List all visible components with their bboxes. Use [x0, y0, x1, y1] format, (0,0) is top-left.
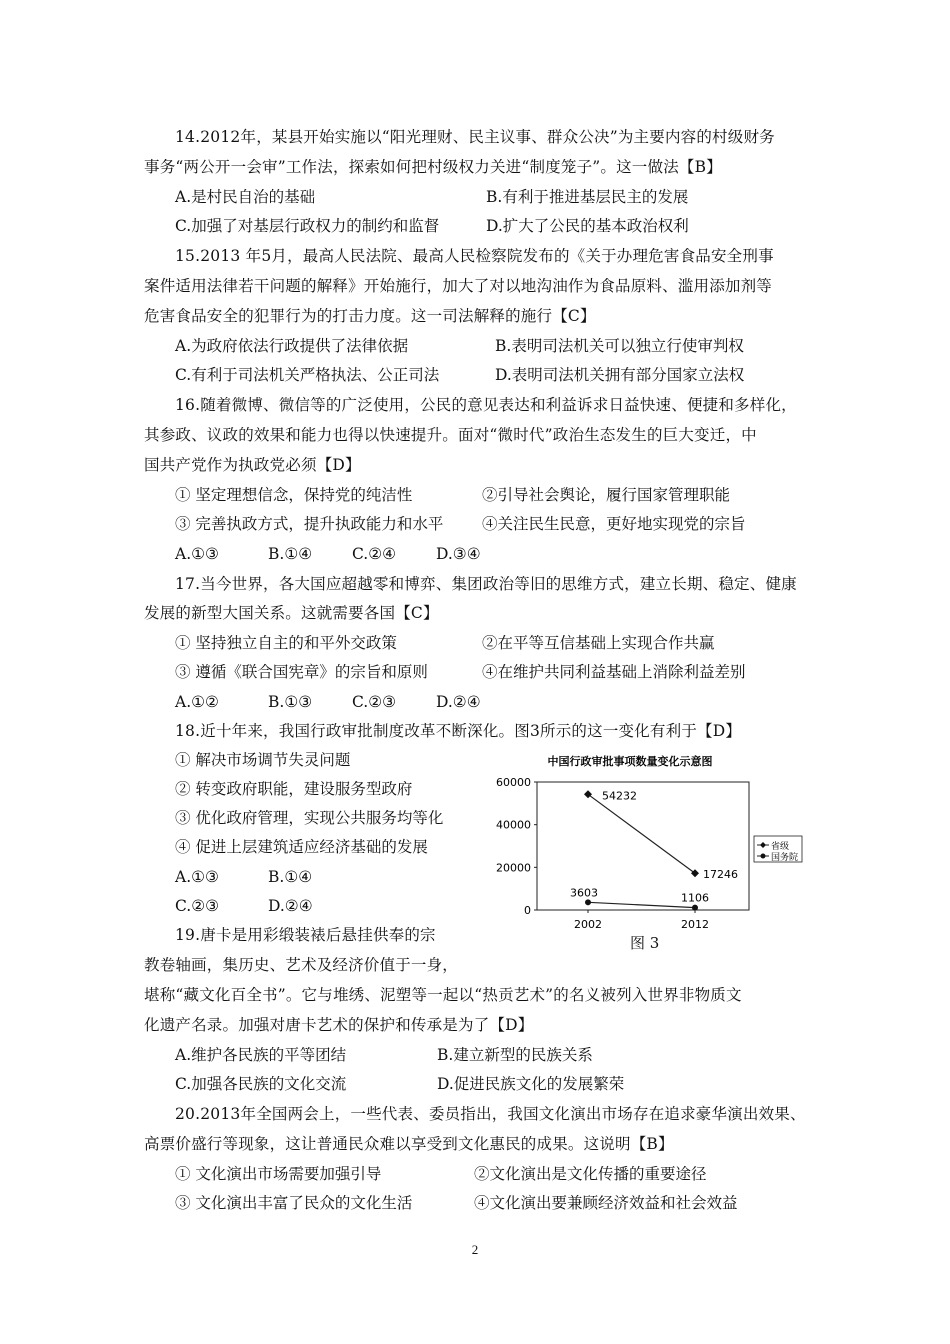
q18-option-d: D.②④	[268, 897, 313, 915]
q17-statement-1: ① 坚持独立自主的和平外交政策	[175, 634, 397, 652]
q17-option-b: B.①③	[268, 693, 313, 711]
q20-stem-line1: 20.2013年全国两会上，一些代表、委员指出，我国文化演出市场存在追求豪华演出效果、	[175, 1105, 806, 1123]
q20-statement-2: ②文化演出是文化传播的重要途径	[474, 1165, 707, 1183]
q19-option-c: C.加强各民族的文化交流	[175, 1075, 347, 1093]
q15-option-a: A.为政府依法行政提供了法律依据	[175, 337, 409, 355]
q14-stem-line2: 事务“两公开一会审”工作法，探索如何把村级权力关进“制度笼子”。这一做法【B】	[144, 158, 722, 176]
q17-stem-line2: 发展的新型大国关系。这就需要各国【C】	[144, 604, 439, 622]
chart-title: 中国行政审批事项数量变化示意图	[547, 755, 713, 768]
legend-label: 省级	[771, 842, 790, 852]
y-tick-label: 60000	[496, 776, 531, 789]
q16-option-d: D.③④	[436, 545, 481, 563]
q20-statement-3: ③ 文化演出丰富了民众的文化生活	[175, 1194, 413, 1212]
data-point	[585, 899, 591, 905]
q19-stem-line4: 化遗产名录。加强对唐卡艺术的保护和传承是为了【D】	[144, 1016, 534, 1034]
series-line	[588, 902, 695, 907]
q17-option-c: C.②③	[352, 693, 397, 711]
q18-option-c: C.②③	[175, 897, 220, 915]
q14-option-c: C.加强了对基层行政权力的制约和监督	[175, 217, 440, 235]
q14-option-b: B.有利于推进基层民主的发展	[486, 188, 689, 206]
data-label: 17246	[703, 868, 738, 882]
q18-stem-line1: 18.近十年来，我国行政审批制度改革不断深化。图3所示的这一变化有利于【D】	[175, 722, 742, 740]
y-tick-label: 20000	[496, 861, 531, 875]
q14-option-a: A.是村民自治的基础	[175, 188, 316, 206]
q19-option-b: B.建立新型的民族关系	[437, 1046, 593, 1064]
q19-option-d: D.促进民族文化的发展繁荣	[437, 1075, 625, 1093]
approval-items-line-chart	[480, 750, 799, 960]
figure-caption: 图 3	[630, 934, 660, 952]
x-tick-label: 2012	[681, 918, 709, 931]
q17-stem-line1: 17.当今世界，各大国应超越零和博弈、集团政治等旧的思维方式，建立长期、稳定、健康	[175, 575, 797, 593]
q15-stem-line2: 案件适用法律若干问题的解释》开始施行，加大了对以地沟油作为食品原料、滥用添加剂等	[144, 277, 773, 295]
q20-statement-1: ① 文化演出市场需要加强引导	[175, 1165, 382, 1183]
q16-option-b: B.①④	[268, 545, 313, 563]
q18-option-a: A.①③	[175, 868, 219, 886]
q15-stem-line1: 15.2013 年5月，最高人民法院、最高人民检察院发布的《关于办理危害食品安全刑事	[175, 247, 774, 265]
q17-option-a: A.①②	[175, 693, 219, 711]
q17-option-d: D.②④	[436, 693, 481, 711]
q15-option-c: C.有利于司法机关严格执法、公正司法	[175, 366, 440, 384]
q16-statement-1: ① 坚定理想信念，保持党的纯洁性	[175, 486, 413, 504]
q16-option-a: A.①③	[175, 545, 219, 563]
q17-statement-2: ②在平等互信基础上实现合作共赢	[482, 634, 715, 652]
q18-option-b: B.①④	[268, 868, 313, 886]
legend-marker	[761, 854, 766, 859]
plot-area-frame	[537, 782, 749, 910]
q20-stem-line2: 高票价盛行等现象，这让普通民众难以享受到文化惠民的成果。这说明【B】	[144, 1135, 674, 1153]
q18-statement-1: ① 解决市场调节失灵问题	[175, 751, 351, 769]
q17-statement-3: ③ 遵循《联合国宪章》的宗旨和原则	[175, 663, 428, 681]
y-tick-label: 40000	[496, 818, 531, 832]
q18-statement-2: ② 转变政府职能，建设服务型政府	[175, 780, 413, 798]
data-label: 54232	[602, 789, 637, 803]
q17-statement-4: ④在维护共同利益基础上消除利益差别	[482, 663, 746, 681]
q16-statement-2: ②引导社会舆论，履行国家管理职能	[482, 486, 731, 504]
q19-stem-line2: 教卷轴画，集历史、艺术及经济价值于一身，	[144, 956, 459, 974]
q14-stem-line1: 14.2012年，某县开始实施以“阳光理财、民主议事、群众公决”为主要内容的村级财务	[175, 128, 775, 146]
q19-stem-line1: 19.唐卡是用彩缎装裱后悬挂供奉的宗	[175, 926, 436, 944]
data-point	[692, 905, 698, 911]
q18-statement-4: ④ 促进上层建筑适应经济基础的发展	[175, 838, 428, 856]
x-tick-label: 2002	[574, 918, 602, 931]
page-number: 2	[471, 1242, 479, 1257]
q20-statement-4: ④文化演出要兼顾经济效益和社会效益	[474, 1194, 738, 1212]
q16-statement-4: ④关注民生民意，更好地实现党的宗旨	[482, 515, 746, 533]
q15-stem-line3: 危害食品安全的犯罪行为的打击力度。这一司法解释的施行【C】	[144, 307, 596, 325]
q14-option-d: D.扩大了公民的基本政治权利	[486, 217, 689, 235]
q16-stem-line2: 其参政、议政的效果和能力也得以快速提升。面对“微时代”政治生态发生的巨大变迁，中	[144, 426, 757, 444]
q15-option-d: D.表明司法机关拥有部分国家立法权	[495, 366, 745, 384]
q15-option-b: B.表明司法机关可以独立行使审判权	[495, 337, 744, 355]
data-label: 3603	[570, 886, 598, 900]
q16-stem-line1: 16.随着微博、微信等的广泛使用，公民的意见表达和利益诉求日益快速、便捷和多样化，	[175, 396, 797, 414]
data-label: 1106	[681, 891, 709, 905]
series-line	[588, 794, 695, 873]
q16-option-c: C.②④	[352, 545, 397, 563]
y-tick-label: 0	[524, 904, 531, 917]
legend-label: 国务院	[771, 853, 799, 863]
q16-stem-line3: 国共产党作为执政党必须【D】	[144, 456, 361, 474]
q19-option-a: A.维护各民族的平等团结	[175, 1046, 347, 1064]
q19-stem-line3: 堪称“藏文化百全书”。它与堆绣、泥塑等一起以“热贡艺术”的名义被列入世界非物质文	[144, 986, 742, 1004]
q18-statement-3: ③ 优化政府管理，实现公共服务均等化	[175, 809, 444, 827]
q16-statement-3: ③ 完善执政方式，提升执政能力和水平	[175, 515, 444, 533]
